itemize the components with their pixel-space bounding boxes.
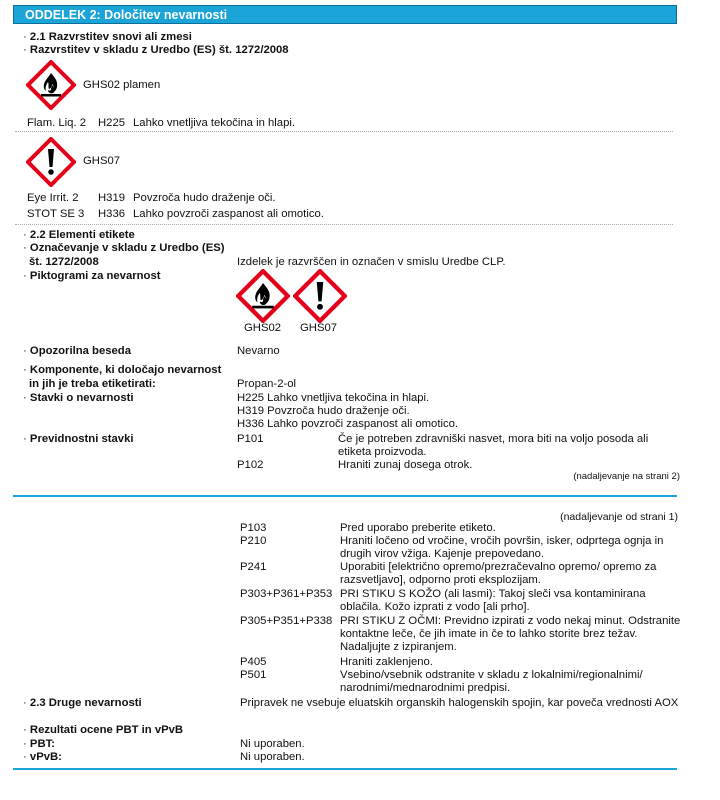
eye-text: Povzroča hudo draženje oči. bbox=[133, 192, 276, 204]
vpvb-value: Ni uporaben. bbox=[240, 751, 305, 763]
stot-class: STOT SE 3 bbox=[27, 208, 85, 220]
section-2-1-title: · 2.1 Razvrstitev snovi ali zmesi bbox=[23, 31, 192, 43]
stot-code: H336 bbox=[98, 208, 126, 220]
eye-class: Eye Irrit. 2 bbox=[27, 192, 79, 204]
section-2-3-title: · 2.3 Druge nevarnosti bbox=[23, 697, 142, 709]
precautionary-label: · Previdnostni stavki bbox=[23, 433, 134, 445]
precaution-text: Vsebino/vsebnik odstranite v skladu z lokalnimi/regionalnimi/ narodnimi/mednarodnimi predpisi. bbox=[340, 669, 643, 694]
precaution-text: Hraniti zunaj dosega otrok. bbox=[338, 459, 473, 471]
precaution-text: Če je potreben zdravniški nasvet, mora biti na voljo posoda ali etiketa proizvoda. bbox=[338, 433, 649, 458]
components-label: · Komponente, ki določajo nevarnost bbox=[23, 364, 222, 376]
precaution-text: PRI STIKU Z OČMI: Previdno izpirati z vodo nekaj minut. Odstranite kontaktne leče, če jih imate in če to lahko storite brez težav. Nadaljujte z izpiranjem. bbox=[340, 615, 681, 653]
precaution-text: Hraniti ločeno od vročine, vročih površin, isker, odprtega ognja in drugih virov vžiga. Kajenje prepovedano. bbox=[340, 535, 664, 560]
divider bbox=[15, 224, 673, 225]
precaution-text: PRI STIKU S KOŽO (ali lasmi): Takoj sleči vsa kontaminirana oblačila. Kožo izprati z vodo [ali prho]. bbox=[340, 588, 646, 613]
stot-text: Lahko povzroči zaspanost ali omotico. bbox=[133, 208, 324, 220]
divider bbox=[15, 131, 673, 132]
precaution-code: P102 bbox=[237, 459, 264, 471]
components-value: Propan-2-ol bbox=[237, 378, 297, 390]
precaution-code: P305+P351+P338 bbox=[240, 615, 333, 627]
hazard-statement: H319 Povzroča hudo draženje oči. bbox=[237, 405, 410, 417]
pbt-label: · PBT: bbox=[23, 738, 56, 750]
precaution-text: Uporabiti [električno opremo/prezračevalno opremo/ opremo za razsvetljavo], odporno proti eksplozijam. bbox=[340, 561, 657, 586]
labelling-label: · Označevanje v skladu z Uredbo (ES) bbox=[23, 242, 225, 254]
classification-subtitle: · Razvrstitev v skladu z Uredbo (ES) št. 1272/2008 bbox=[23, 44, 289, 56]
precaution-code: P303+P361+P353 bbox=[240, 588, 333, 600]
hazard-statement: H225 Lahko vnetljiva tekočina in hlapi. bbox=[237, 392, 430, 404]
flam-text: Lahko vnetljiva tekočina in hlapi. bbox=[133, 117, 296, 129]
page-break-line bbox=[13, 495, 677, 497]
continued-note-clip bbox=[520, 471, 680, 482]
section-end-line bbox=[13, 768, 677, 770]
eye-code: H319 bbox=[98, 192, 126, 204]
precaution-text: Pred uporabo preberite etiketo. bbox=[340, 522, 496, 534]
labelling-value: Izdelek je razvrščen in označen v smislu Uredbe CLP. bbox=[237, 256, 506, 268]
exclamation-icon bbox=[293, 269, 347, 323]
hazard-statements-label: · Stavki o nevarnosti bbox=[23, 392, 134, 404]
precaution-code: P405 bbox=[240, 656, 267, 668]
precaution-code: P241 bbox=[240, 561, 267, 573]
pbt-results-title: · Rezultati ocene PBT in vPvB bbox=[23, 724, 184, 736]
flam-code: H225 bbox=[98, 117, 126, 129]
signal-word-label: · Opozorilna beseda bbox=[23, 345, 131, 357]
flam-class: Flam. Liq. 2 bbox=[27, 117, 87, 129]
flame-icon bbox=[26, 60, 76, 110]
section-2-2-title: · 2.2 Elementi etikete bbox=[23, 229, 135, 241]
precaution-code: P103 bbox=[240, 522, 267, 534]
signal-word-value: Nevarno bbox=[237, 345, 280, 357]
pictogram-ghs07-label: GHS07 bbox=[300, 322, 338, 334]
ghs07-label: GHS07 bbox=[83, 155, 121, 167]
labelling-label-cont: št. 1272/2008 bbox=[29, 256, 99, 268]
flame-icon bbox=[236, 269, 290, 323]
components-label-cont: in jih je treba etiketirati: bbox=[29, 378, 156, 390]
continued-on-note: (nadaljevanje na strani 2) bbox=[573, 471, 680, 482]
section-header-title: ODDELEK 2: Določitev nevarnosti bbox=[25, 8, 228, 22]
vpvb-label: · vPvB: bbox=[23, 751, 62, 763]
precaution-code: P501 bbox=[240, 669, 267, 681]
precaution-code: P210 bbox=[240, 535, 267, 547]
exclamation-icon bbox=[26, 137, 76, 187]
pictogram-ghs02-label: GHS02 bbox=[244, 322, 282, 334]
continued-from-note: (nadaljevanje od strani 1) bbox=[560, 511, 678, 523]
precaution-text: Hraniti zaklenjeno. bbox=[340, 656, 433, 668]
hazard-statement: H336 Lahko povzroči zaspanost ali omotico. bbox=[237, 418, 459, 430]
pictograms-label: · Piktogrami za nevarnost bbox=[23, 270, 161, 282]
other-hazards-text: Pripravek ne vsebuje eluatskih organskih halogenskih spojin, kar poveča vrednosti AOX bbox=[240, 697, 679, 709]
section-header bbox=[13, 5, 677, 24]
precaution-code: P101 bbox=[237, 433, 264, 445]
ghs02-label: GHS02 plamen bbox=[83, 79, 161, 91]
pbt-value: Ni uporaben. bbox=[240, 738, 305, 750]
